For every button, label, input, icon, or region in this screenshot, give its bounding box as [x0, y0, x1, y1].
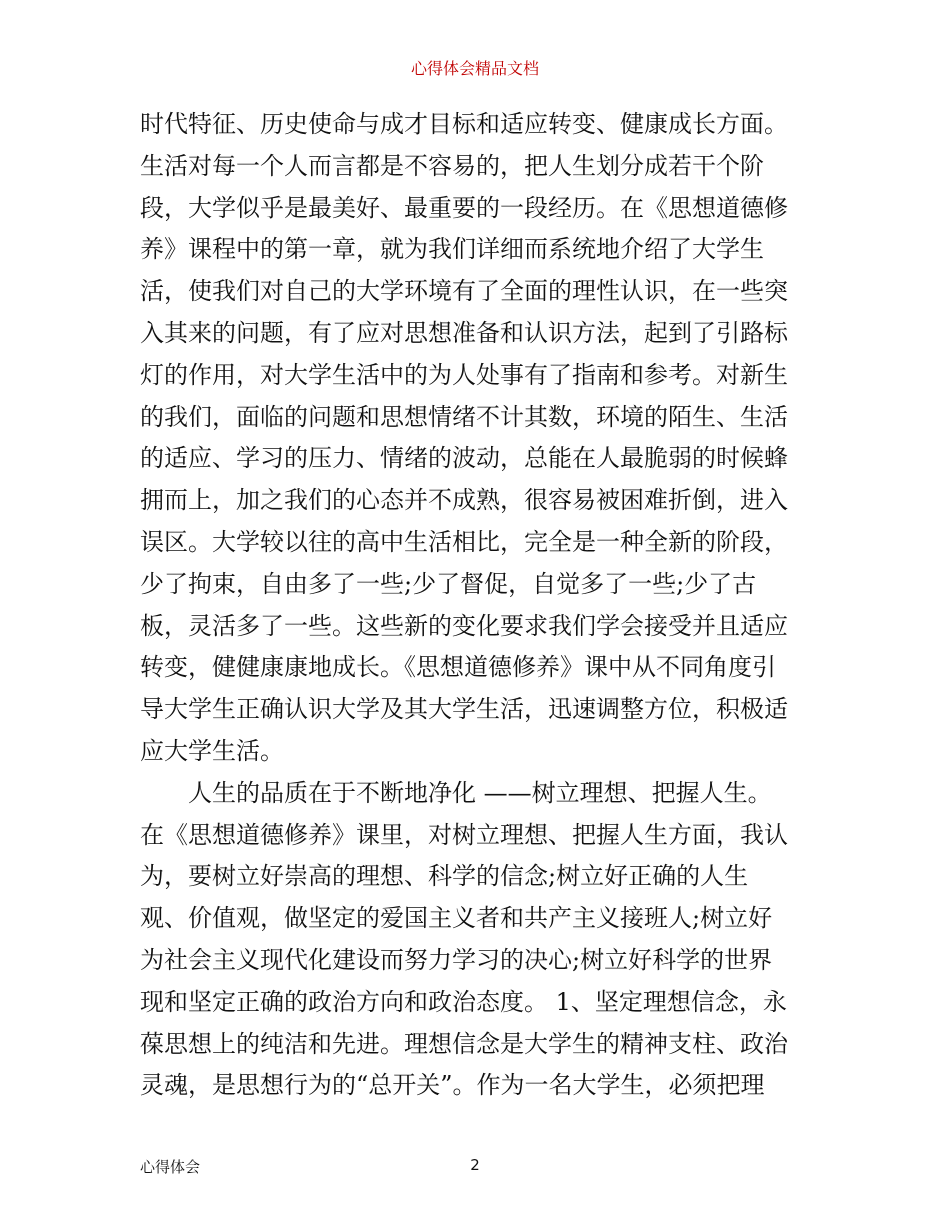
text-line: 导大学生正确认识大学及其大学生活，迅速调整方位，积极适: [140, 695, 788, 724]
page-number: 2: [470, 1156, 480, 1174]
text-line: 转变，健健康康地成长。《思想道德修养》课中从不同角度引: [140, 653, 776, 682]
document-body: [140, 104, 820, 1107]
text-line: 拥而上，加之我们的心态并不成熟，很容易被困难折倒，进入: [140, 486, 788, 515]
text-line: 为社会主义现代化建设而努力学习的决心;树立好科学的世界: [140, 945, 773, 974]
text-line: 灯的作用，对大学生活中的为人处事有了指南和参考。对新生: [140, 360, 788, 389]
text-line: 葆思想上的纯洁和先进。理想信念是大学生的精神支柱、政治: [140, 1029, 788, 1058]
text-line: 少了拘束，自由多了一些;少了督促，自觉多了一些;少了古: [140, 569, 757, 598]
text-line: 板，灵活多了一些。这些新的变化要求我们学会接受并且适应: [140, 611, 788, 640]
text-line: 误区。大学较以往的高中生活相比，完全是一种全新的阶段，: [140, 527, 788, 556]
text-line: 段，大学似乎是最美好、最重要的一段经历。在《思想道德修: [140, 193, 788, 222]
text-line: 时代特征、历史使命与成才目标和适应转变、健康成长方面。: [140, 110, 788, 138]
paragraph-heading-line: 人生的品质在于不断地净化 ——树立理想、把握人生。: [188, 778, 772, 807]
text-line: 观、价值观，做坚定的爱国主义者和共产主义接班人;树立好: [140, 904, 773, 933]
footer-label: 心得体会: [140, 1158, 201, 1176]
text-line: 养》课程中的第一章，就为我们详细而系统地介绍了大学生: [140, 235, 764, 264]
document-header-title: 心得体会精品文档: [410, 59, 539, 78]
text-line: 的适应、学习的压力、情绪的波动，总能在人最脆弱的时候蜂: [140, 444, 788, 473]
text-line: 应大学生活。: [140, 736, 284, 765]
text-line: 为，要树立好崇高的理想、科学的信念;树立好正确的人生: [140, 862, 749, 891]
text-line: 灵魂，是思想行为的“总开关”。作为一名大学生，必须把理: [140, 1071, 765, 1100]
text-line: 入其来的问题，有了应对思想准备和认识方法，起到了引路标: [140, 318, 788, 347]
text-line: 活，使我们对自己的大学环境有了全面的理性认识，在一些突: [140, 277, 788, 306]
text-line: 现和坚定正确的政治方向和政治态度。 1、坚定理想信念，永: [140, 987, 787, 1016]
text-line: 在《思想道德修养》课里，对树立理想、把握人生方面，我认: [140, 820, 788, 849]
text-line: 生活对每一个人而言都是不容易的，把人生划分成若干个阶: [140, 151, 764, 180]
text-line: 的我们，面临的问题和思想情绪不计其数，环境的陌生、生活: [140, 402, 788, 431]
